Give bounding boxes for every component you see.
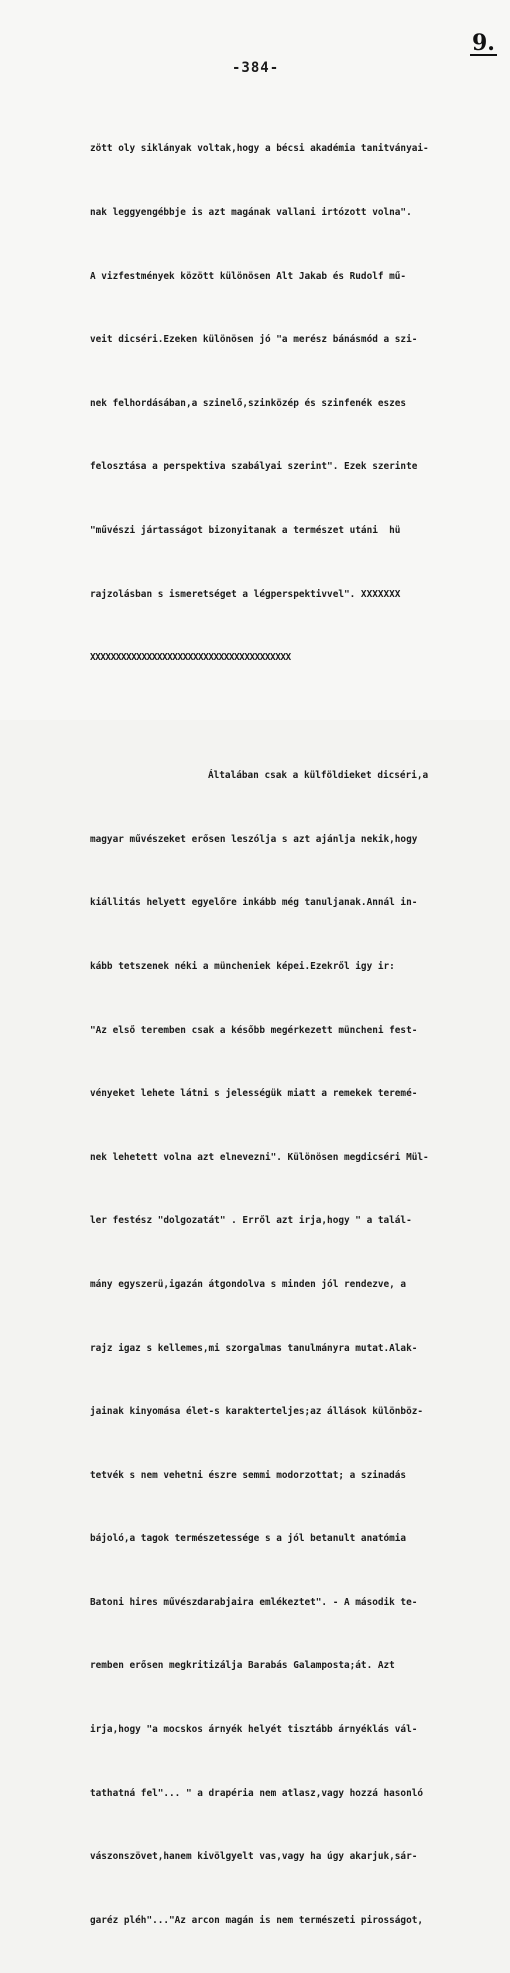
text-line: "Az első teremben csak a később megérkezett müncheni fest- xyxy=(90,1024,418,1036)
text-line: mány egyszerü,igazán átgondolva s minden jól rendezve, a xyxy=(90,1278,407,1290)
text-line: zött oly siklányak voltak,hogy a bécsi akadémia tanitványai- xyxy=(90,143,429,155)
handwritten-page-number: 9. xyxy=(472,30,495,56)
text-line: Batoni hires művészdarabjaira emlékeztet". - A második te- xyxy=(90,1596,418,1608)
text-line: ler festész "dolgozatát" . Erről azt irja,hogy " a talál- xyxy=(90,1215,412,1227)
text-line: remben erősen megkritizálja Barabás Galamposta;át. Azt xyxy=(90,1660,395,1672)
body-text xyxy=(90,96,490,1973)
paragraph-gap xyxy=(90,711,490,723)
text-line: nak leggyengébbje is azt magának vallani irtózott volna". xyxy=(90,207,412,218)
text-line: kább tetszenek néki a müncheniek képei.Ezekről igy ir: xyxy=(90,960,395,972)
text-line: rajz igaz s kellemes,mi szorgalmas tanulmányra mutat.Alak- xyxy=(90,1342,418,1354)
text-line: rajzolásban s ismeretséget a légperspektivvel". XXXXXXX xyxy=(90,588,401,600)
text-line: garéz pléh"..."Az arcon magán is nem természeti pirosságot, xyxy=(90,1914,424,1926)
text-line: bájoló,a tagok természetessége s a jól betanult anatómia xyxy=(90,1533,407,1545)
struck-out-line: XXXXXXXXXXXXXXXXXXXXXXXXXXXXXXXXXXXXXXX xyxy=(90,652,291,664)
typed-page-number: -384- xyxy=(232,60,280,76)
text-line: A vizfestmények között különösen Alt Jakab és Rudolf mű- xyxy=(90,270,407,282)
text-line: vászonszövet,hanem kivölgyelt vas,vagy ha úgy akarjuk,sár- xyxy=(90,1851,418,1863)
text-line: magyar művészeket erősen leszólja s azt ajánlja nekik,hogy xyxy=(90,833,418,845)
text-line: irja,hogy "a mocskos árnyék helyét tisztább árnyéklás vál- xyxy=(90,1724,418,1736)
text-line: nek felhordásában,a szinelő,szinközép és szinfenék eszes xyxy=(90,397,407,409)
text-line: nek lehetett volna azt elnevezni". Különösen megdicséri Mül- xyxy=(90,1151,429,1163)
text-line: vényeket lehete látni s jelességük miatt a remekek teremé- xyxy=(90,1088,418,1100)
text-line: veit dicséri.Ezeken különösen jó "a merész bánásmód a szi- xyxy=(90,334,418,346)
text-line: felosztása a perspektiva szabályai szerint". Ezek szerinte xyxy=(90,461,418,473)
text-line: kiállitás helyett egyelőre inkább még tanuljanak.Annál in- xyxy=(90,897,418,909)
text-line: tathatná fel"... " a drapéria nem atlasz,vagy hozzá hasonló xyxy=(90,1787,424,1799)
text-line: "művészi jártasságot bizonyitanak a természet utáni hü xyxy=(90,524,401,536)
paragraph-start-line: Általában csak a külföldieket dicséri,a xyxy=(208,770,429,782)
text-line: tetvék s nem vehetni észre semmi modorzottat; a szinadás xyxy=(90,1469,407,1481)
text-line: jainak kinyomása élet-s karakterteljes;az állások különböz- xyxy=(90,1406,424,1418)
